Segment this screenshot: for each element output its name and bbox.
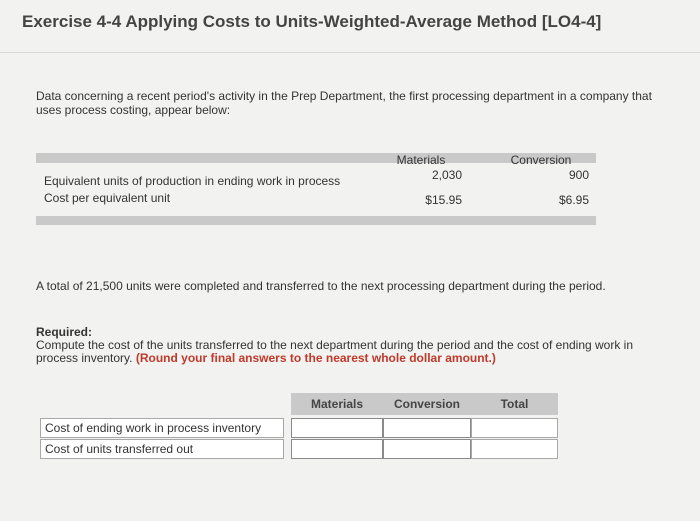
exercise-title: Exercise 4-4 Applying Costs to Units-Weighted-Average Method [LO4-4]	[22, 12, 602, 31]
transferred-out-total-cell	[471, 439, 558, 459]
required-heading: Required:	[36, 325, 93, 339]
rounding-note: (Round your final answers to the nearest whole dollar amount.)	[135, 351, 496, 365]
answer-row-label: Cost of units transferred out	[40, 439, 284, 459]
answer-row-label: Cost of ending work in process inventory	[40, 418, 284, 438]
answer-col-total: Total	[500, 397, 529, 411]
required-section	[36, 326, 676, 365]
data-row-materials: $15.95	[425, 193, 462, 207]
answer-row-ending-wip	[36, 418, 558, 438]
answer-table-header	[291, 393, 558, 415]
ending-wip-materials-input[interactable]	[291, 418, 383, 438]
data-row-label: Equivalent units of production in ending work in process	[44, 174, 341, 188]
total-units-text: A total of 21,500 units were completed and transferred to the next processing department during the period.	[36, 279, 606, 293]
data-row-conversion: 900	[568, 168, 589, 182]
answer-row-transferred-out	[36, 439, 558, 459]
answer-table	[36, 393, 558, 464]
title-divider	[0, 52, 700, 53]
intro-text: Data concerning a recent period's activity in the Prep Department, the first processing department in a company that uses process costing, appear below:	[36, 89, 652, 117]
transferred-out-materials-input[interactable]	[291, 439, 383, 459]
answer-col-conversion: Conversion	[393, 397, 460, 411]
data-col-conversion: Conversion	[510, 153, 572, 167]
data-row-materials: 2,030	[431, 168, 462, 182]
data-row-label: Cost per equivalent unit	[44, 191, 171, 205]
transferred-out-conversion-input[interactable]	[383, 439, 471, 459]
answer-col-materials: Materials	[310, 397, 364, 411]
ending-wip-total-cell	[471, 418, 558, 438]
required-text: Compute the cost of the units transferred to the next department during the period and the cost of ending work in process inventory.	[36, 338, 634, 365]
data-table-footer-bar	[36, 216, 596, 225]
data-col-materials: Materials	[396, 153, 446, 167]
data-row-conversion: $6.95	[558, 193, 589, 207]
ending-wip-conversion-input[interactable]	[383, 418, 471, 438]
